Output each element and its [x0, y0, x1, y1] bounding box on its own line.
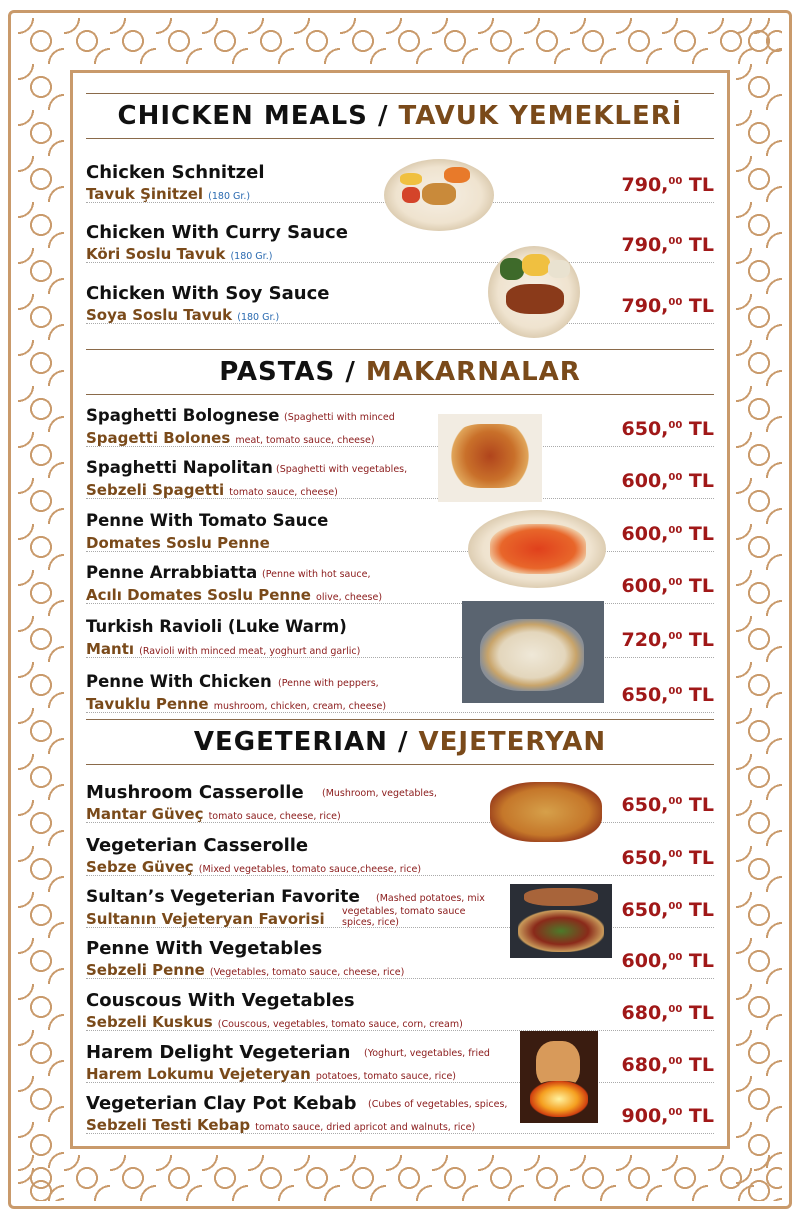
- item-name-en: Penne With Chicken: [86, 672, 272, 691]
- item-desc-tr: mushroom, chicken, cream, cheese): [213, 701, 387, 712]
- item-price: [622, 234, 715, 256]
- item-price: [622, 575, 715, 597]
- item-price: [622, 523, 715, 545]
- item-name-tr: Sebzeli Testi Kebap: [86, 1116, 251, 1134]
- item-name-en: Sultan’s Vegeterian Favorite: [86, 887, 360, 907]
- price-decimal: 00: [668, 686, 683, 697]
- soy-chicken-photo: [488, 246, 580, 338]
- item-name-tr: Sebzeli Spagetti: [86, 481, 225, 499]
- item-desc-tr: tomato sauce, cheese): [229, 487, 338, 498]
- price-main: 900,: [621, 1105, 669, 1127]
- penne-photo: [468, 510, 606, 588]
- price-decimal: 00: [668, 901, 683, 912]
- item-name-en: Turkish Ravioli (Luke Warm): [86, 617, 347, 636]
- item-desc-tr: olive, cheese): [316, 592, 383, 603]
- item-line-tr: [86, 533, 270, 552]
- item-line-tr: [86, 694, 386, 713]
- dotted-leader: [86, 978, 714, 979]
- item-name-en: Vegeterian Casserolle: [86, 835, 309, 856]
- dotted-leader: [86, 822, 714, 823]
- item-name-tr: Spagetti Bolones: [86, 429, 231, 447]
- price-decimal: 00: [668, 176, 683, 187]
- ornament-left: [18, 18, 64, 1201]
- price-decimal: 00: [668, 297, 683, 308]
- price-currency: TL: [682, 575, 714, 597]
- dotted-leader: [86, 498, 714, 499]
- dotted-leader: [86, 603, 714, 604]
- item-price: [622, 174, 715, 196]
- clay-pot-photo: [520, 1031, 598, 1123]
- item-name-en: Penne Arrabbiatta: [86, 563, 258, 582]
- dotted-leader: [86, 712, 714, 713]
- item-weight: (180 Gr.): [208, 191, 251, 202]
- item-name-en: Chicken With Soy Sauce: [86, 283, 330, 304]
- price-decimal: 00: [668, 472, 683, 483]
- item-price: [622, 1105, 715, 1127]
- item-desc-en: (Spaghetti with minced: [284, 412, 395, 423]
- item-desc-en: (Penne with peppers,: [278, 678, 379, 689]
- item-desc-en: (Mushroom, vegetables,: [322, 788, 437, 799]
- item-name-tr: Harem Lokumu Vejeteryan: [86, 1065, 311, 1083]
- price-decimal: 00: [668, 525, 683, 536]
- price-main: 600,: [621, 575, 669, 597]
- section-title-tr: VEJETERYAN: [418, 727, 607, 757]
- item-name-en: Chicken Schnitzel: [86, 162, 265, 183]
- price-main: 650,: [621, 899, 669, 921]
- item-line-tr: [86, 480, 338, 499]
- item-desc-tr: meat, tomato sauce, cheese): [235, 435, 375, 446]
- price-decimal: 00: [668, 1056, 683, 1067]
- item-name-en: Spaghetti Napolitan: [86, 458, 273, 477]
- section-separator: /: [367, 101, 399, 131]
- item-name-tr: Mantar Güveç: [86, 805, 204, 823]
- item-desc-tr: (Vegetables, tomato sauce, cheese, rice): [209, 967, 405, 978]
- price-decimal: 00: [668, 1004, 683, 1015]
- dotted-leader: [86, 446, 714, 447]
- item-price: [622, 295, 715, 317]
- price-main: 790,: [621, 174, 669, 196]
- item-name-en: Couscous With Vegetables: [86, 990, 355, 1011]
- item-name-tr: Köri Soslu Tavuk: [86, 245, 226, 263]
- ornament-top: [18, 18, 782, 64]
- item-line-tr: [86, 184, 250, 203]
- section-title-en: PASTAS: [219, 357, 336, 387]
- dotted-leader: [86, 1030, 714, 1031]
- item-line-tr: [86, 1012, 463, 1031]
- price-currency: TL: [682, 899, 714, 921]
- item-desc-tr: (Ravioli with minced meat, yoghurt and garlic): [139, 646, 361, 657]
- price-decimal: 00: [668, 1107, 683, 1118]
- item-desc-tr: (Mixed vegetables, tomato sauce,cheese, rice): [198, 864, 422, 875]
- sultan-favorite-photo: [510, 884, 612, 958]
- manti-photo: [462, 601, 604, 703]
- item-desc-en: (Penne with hot sauce,: [262, 569, 371, 580]
- item-desc-en: (Yoghurt, vegetables, fried: [364, 1048, 490, 1059]
- price-main: 600,: [621, 523, 669, 545]
- item-name-tr: Soya Soslu Tavuk: [86, 306, 233, 324]
- section-heading-vegeterian: [86, 719, 714, 765]
- price-currency: TL: [682, 1054, 714, 1076]
- item-price: [622, 1054, 715, 1076]
- item-desc-en: (Cubes of vegetables, spices,: [368, 1099, 508, 1110]
- item-name-en: Mushroom Casserolle: [86, 782, 304, 803]
- item-name-en: Penne With Tomato Sauce: [86, 511, 329, 530]
- price-currency: TL: [682, 174, 714, 196]
- price-currency: TL: [682, 418, 714, 440]
- item-desc-tr: vegetables, tomato sauce spices, rice): [342, 906, 466, 928]
- section-title-tr: TAVUK YEMEKLERİ: [398, 101, 683, 131]
- section-title-en: CHICKEN MEALS: [117, 101, 368, 131]
- price-currency: TL: [682, 234, 714, 256]
- item-name-en: Vegeterian Clay Pot Kebab: [86, 1093, 357, 1114]
- item-price: [622, 1002, 715, 1024]
- price-currency: TL: [682, 794, 714, 816]
- dotted-leader: [86, 262, 714, 263]
- item-line-tr: [86, 857, 421, 876]
- price-main: 650,: [621, 794, 669, 816]
- item-name-en: Chicken With Curry Sauce: [86, 222, 348, 243]
- dotted-leader: [86, 1082, 714, 1083]
- price-main: 650,: [621, 847, 669, 869]
- item-line-tr: [86, 244, 272, 263]
- price-currency: TL: [682, 470, 714, 492]
- item-name-tr: Tavuklu Penne: [86, 695, 209, 713]
- item-price: [622, 470, 715, 492]
- item-line-tr: [86, 305, 279, 324]
- price-decimal: 00: [668, 631, 683, 642]
- price-main: 600,: [621, 950, 669, 972]
- price-decimal: 00: [668, 420, 683, 431]
- price-main: 650,: [621, 684, 669, 706]
- section-title-tr: MAKARNALAR: [365, 357, 581, 387]
- item-line-tr: [86, 1115, 475, 1134]
- item-desc-en: (Spaghetti with vegetables,: [276, 464, 408, 475]
- item-price: [622, 847, 715, 869]
- item-price: [622, 899, 715, 921]
- price-main: 720,: [621, 629, 669, 651]
- price-currency: TL: [682, 847, 714, 869]
- item-weight: (180 Gr.): [237, 312, 280, 323]
- item-desc-tr: tomato sauce, cheese, rice): [208, 811, 341, 822]
- item-name-tr: Sebzeli Penne: [86, 961, 205, 979]
- item-name-en: Spaghetti Bolognese: [86, 406, 280, 425]
- dotted-leader: [86, 1133, 714, 1134]
- price-main: 680,: [621, 1002, 669, 1024]
- section-separator: /: [335, 357, 366, 387]
- dotted-leader: [86, 551, 714, 552]
- item-desc-tr: tomato sauce, dried apricot and walnuts, rice): [255, 1122, 476, 1133]
- price-currency: TL: [682, 629, 714, 651]
- item-line-tr: [86, 639, 360, 658]
- item-name-en: Harem Delight Vegeterian: [86, 1042, 351, 1063]
- section-heading-pastas: [86, 349, 714, 395]
- price-decimal: 00: [668, 796, 683, 807]
- ornament-right: [736, 18, 782, 1201]
- item-name-tr: Tavuk Şinitzel: [86, 185, 204, 203]
- price-currency: TL: [682, 684, 714, 706]
- dotted-leader: [86, 927, 714, 928]
- price-main: 790,: [621, 295, 669, 317]
- price-main: 600,: [621, 470, 669, 492]
- item-price: [622, 629, 715, 651]
- price-currency: TL: [682, 1002, 714, 1024]
- item-line-tr: [86, 804, 341, 823]
- item-line-tr: [86, 1064, 456, 1083]
- item-desc-tr: potatoes, tomato sauce, rice): [315, 1071, 456, 1082]
- section-title-en: VEGETERIAN: [193, 727, 388, 757]
- item-name-tr: Sultanın Vejeteryan Favorisi: [86, 910, 325, 928]
- dotted-leader: [86, 875, 714, 876]
- item-desc-tr: (Couscous, vegetables, tomato sauce, corn, cream): [217, 1019, 463, 1030]
- price-main: 650,: [621, 418, 669, 440]
- spaghetti-photo: [438, 414, 542, 502]
- item-line-tr: [86, 960, 404, 979]
- dotted-leader: [86, 657, 714, 658]
- item-line-tr: [86, 909, 325, 928]
- item-name-tr: Sebze Güveç: [86, 858, 194, 876]
- dotted-leader: [86, 323, 714, 324]
- item-price: [622, 418, 715, 440]
- price-currency: TL: [682, 295, 714, 317]
- price-currency: TL: [682, 1105, 714, 1127]
- price-decimal: 00: [668, 577, 683, 588]
- item-name-tr: Domates Soslu Penne: [86, 534, 270, 552]
- item-name-tr: Acılı Domates Soslu Penne: [86, 586, 311, 604]
- price-main: 680,: [621, 1054, 669, 1076]
- item-line-tr: [86, 428, 375, 447]
- price-currency: TL: [682, 523, 714, 545]
- section-heading-chicken: [86, 93, 714, 139]
- item-weight: (180 Gr.): [230, 251, 273, 262]
- schnitzel-photo: [384, 159, 494, 231]
- price-main: 790,: [621, 234, 669, 256]
- item-line-tr: [86, 585, 382, 604]
- price-decimal: 00: [668, 849, 683, 860]
- price-decimal: 00: [668, 952, 683, 963]
- mushroom-casserole-photo: [490, 782, 602, 842]
- section-separator: /: [387, 727, 419, 757]
- ornament-bottom: [18, 1155, 782, 1201]
- item-name-tr: Sebzeli Kuskus: [86, 1013, 213, 1031]
- item-name-tr: Mantı: [86, 640, 135, 658]
- item-price: [622, 684, 715, 706]
- item-price: [622, 950, 715, 972]
- price-currency: TL: [682, 950, 714, 972]
- price-decimal: 00: [668, 236, 683, 247]
- item-desc-en: (Mashed potatoes, mix: [376, 893, 485, 904]
- item-name-en: Penne With Vegetables: [86, 938, 323, 959]
- item-price: [622, 794, 715, 816]
